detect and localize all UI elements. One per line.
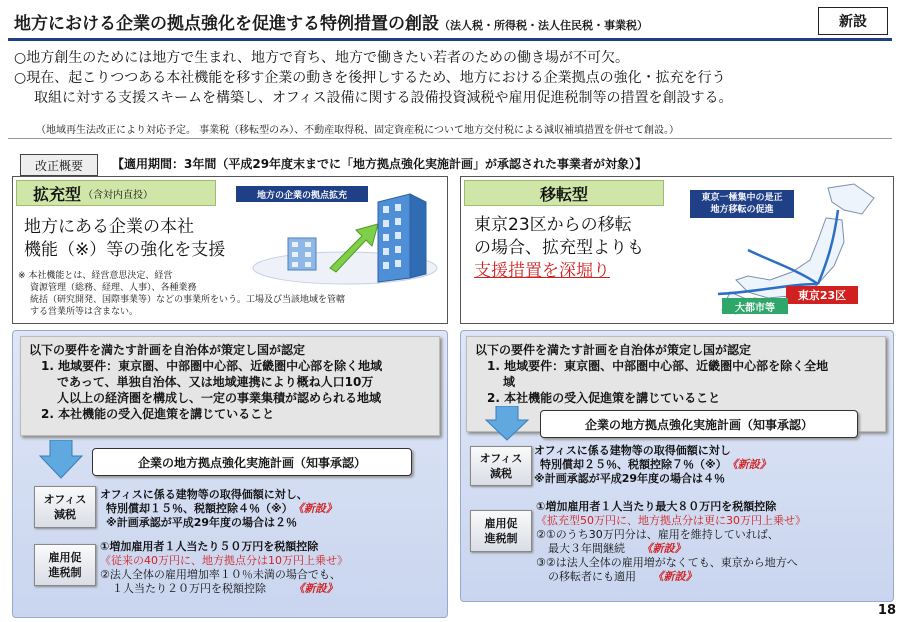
down-arrow-icon: [484, 406, 530, 442]
expansion-type-header: 拡充型 （含対内直投）: [16, 180, 216, 206]
section-divider: [8, 138, 892, 139]
large-building-icon: [378, 194, 426, 282]
relocation-plan-box: 企業の地方拠点強化実施計画（知事承認）: [540, 410, 858, 438]
tokyo-23-wards-label: 東京23区: [786, 286, 858, 304]
map-caption: 東京一極集中の是正 地方移転の促進: [690, 190, 794, 218]
expansion-office-tax-text: オフィスに係る建物等の取得価額に対し、 特別償却１５％、税額控除４％（※） 《新設》 ※計画承認が平成29年度の場合は２％: [100, 488, 337, 529]
relocation-employment-tax-text: ①増加雇用者１人当たり最大８０万円を税額控除 《拡充型50万円に、地方拠点分は更に30万円上乗せ》 ②①のうち30万円分は、雇用を維持していれば、 最大３年間継続 《新設》 ③②は法人全体の雇用増がなくても、東京から地方へ の移転者にも適用 《新設》: [536, 500, 806, 583]
relocation-type-header: 移転型: [464, 180, 664, 206]
page-title: 地方における企業の拠点強化を促進する特例措置の創設（法人税・所得税・法人住民税・事業税）: [14, 14, 648, 34]
expansion-office-tax-tag: オフィス 減税: [34, 486, 96, 528]
expansion-type-description: 地方にある企業の本社 機能（※）等の強化を支援: [24, 217, 226, 260]
small-building-icon: [288, 238, 316, 270]
expansion-requirements: 以下の要件を満たす計画を自治体が策定し国が認定 1. 地域要件：東京圏、中部圏中心部、近畿圏中心部を除く地域 であって、単独自治体、又は地域連携により概ね人口10万 人以上の経済圏を構成し、一定の事業集積が認められる地域 2. 本社機能の受入促進策を講じていること: [20, 336, 440, 436]
relocation-employment-tax-tag: 雇用促 進税制: [470, 510, 532, 552]
intro-note: （地域再生法改正により対応予定。 事業税（移転型のみ）、不動産取得税、固定資産税について地方交付税による減収補填措置を併せて創設。）: [36, 125, 679, 136]
relocation-requirements: 以下の要件を満たす計画を自治体が策定し国が認定 1. 地域要件：東京圏、中部圏中心部、近畿圏中心部を除く全地 域 2. 本社機能の受入促進策を講じていること: [466, 336, 886, 432]
hokkaido-shape: [828, 184, 874, 214]
page-number: 18: [877, 603, 896, 618]
new-badge: 新設: [818, 7, 888, 35]
illustration-label: 地方の企業の拠点拡充: [236, 186, 368, 202]
intro-text: ○地方創生のためには地方で生まれ、地方で育ち、地方で働きたい若者のための働き場が不可欠。 ○現在、起こりつつある本社機能を移す企業の動きを後押しするため、地方における企業拠点の強化・拡充を行う 取組に対する支援スキームを構築し、オフィス設備に関する設備投資減税や雇用促進税制等の措置を創設する。: [14, 50, 733, 106]
relocation-office-tax-text: オフィスに係る建物等の取得価額に対し 特別償却２５％、税額控除７％（※） 《新設》 ※計画承認が平成29年度の場合は４％: [534, 444, 771, 485]
application-period: 【適用期間：3年間（平成29年度末までに「地方拠点強化実施計画」が承認された事業者が対象）】: [112, 157, 648, 171]
expansion-employment-tax-text: ①増加雇用者１人当たり５０万円を税額控除 《従来の40万円に、地方拠点分は10万円上乗せ》 ②法人全体の雇用増加率１０％未満の場合でも、 １人当たり２０万円を税額控除 《新設》: [100, 540, 348, 595]
down-arrow-icon: [38, 440, 84, 480]
expansion-employment-tax-tag: 雇用促 進税制: [34, 544, 96, 586]
major-city-label: 大都市等: [722, 298, 788, 314]
head-office-note: ※ 本社機能とは、経営意思決定、経営 資源管理（総務、経理、人事）、各種業務 統括（研究開発、国際事業等）などの事業所をいう。工場及び当該地域を管轄 する営業所等は含まない。: [18, 271, 346, 317]
expansion-plan-box: 企業の地方拠点強化実施計画（知事承認）: [92, 448, 412, 476]
relocation-office-tax-tag: オフィス 減税: [470, 446, 532, 486]
summary-tag: 改正概要: [20, 154, 98, 176]
relocation-type-description: 東京23区からの移転 の場合、拡充型よりも 支援措置を深堀り: [474, 215, 644, 281]
title-divider: [8, 38, 892, 41]
